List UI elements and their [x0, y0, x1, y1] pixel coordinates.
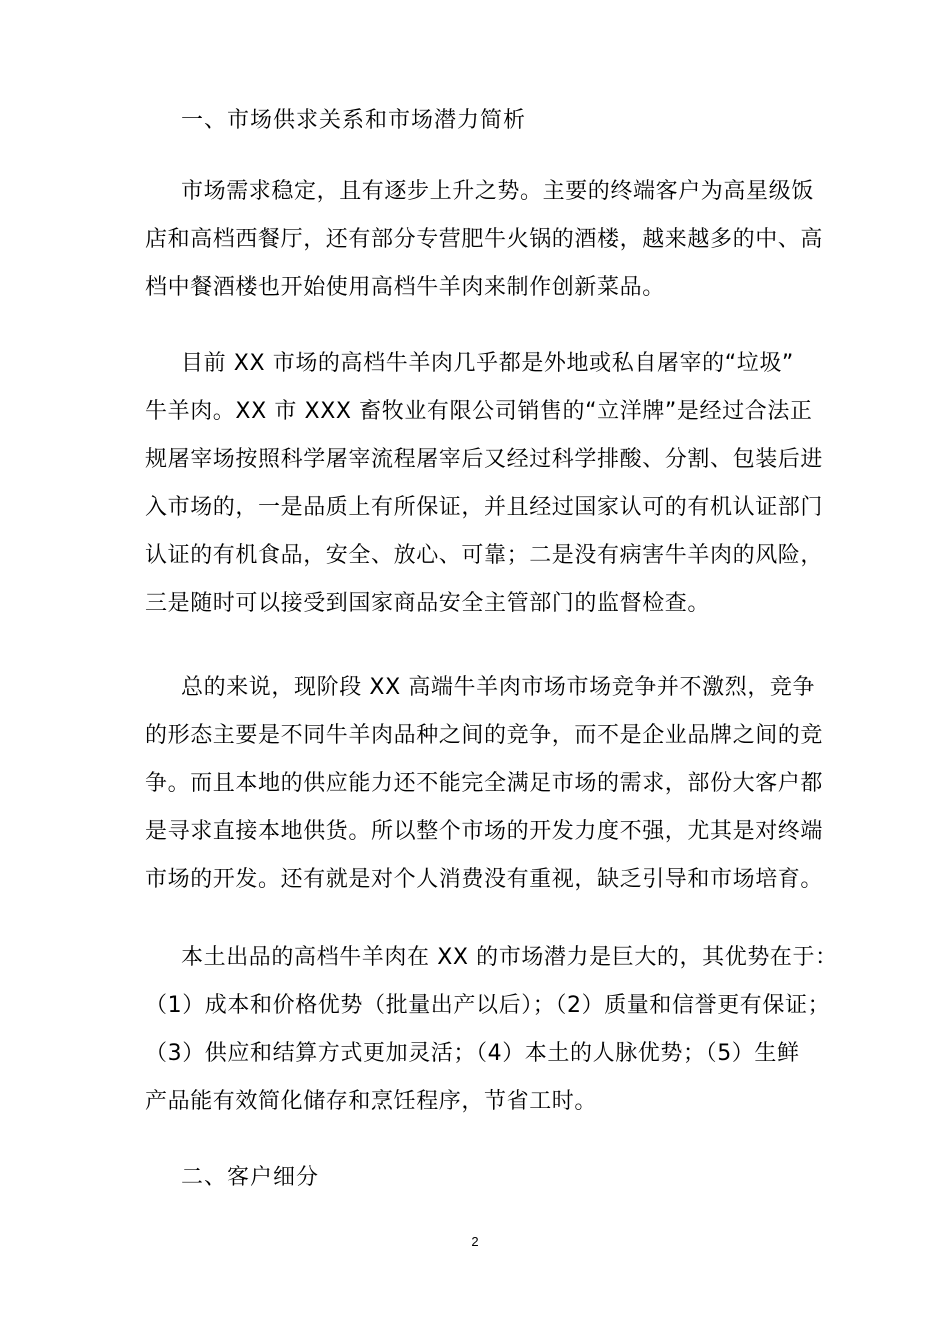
section-heading-2: 二、客户细分 — [181, 1165, 320, 1190]
paragraph-line: 规屠宰场按照科学屠宰流程屠宰后又经过科学排酸、分割、包装后进 — [145, 447, 824, 472]
section-heading-1: 一、市场供求关系和市场潜力简析 — [181, 108, 527, 133]
paragraph-line: 的形态主要是不同牛羊肉品种之间的竞争，而不是企业品牌之间的竞 — [145, 723, 824, 748]
paragraph-line: （3）供应和结算方式更加灵活；（4）本土的人脉优势；（5）生鲜 — [145, 1041, 800, 1066]
paragraph-line: 牛羊肉。XX 市 XXX 畜牧业有限公司销售的“立洋牌”是经过合法正 — [145, 399, 813, 424]
paragraph-line: 是寻求直接本地供货。所以整个市场的开发力度不强，尤其是对终端 — [145, 819, 824, 844]
paragraph-line: 争。而且本地的供应能力还不能完全满足市场的需求，部份大客户都 — [145, 771, 824, 796]
paragraph-demand — [145, 168, 824, 312]
paragraph-line: 认证的有机食品，安全、放心、可靠；二是没有病害牛羊肉的风险， — [145, 543, 824, 568]
paragraph-line: 档中餐酒楼也开始使用高档牛羊肉来制作创新菜品。 — [145, 275, 665, 300]
paragraph-line: 店和高档西餐厅，还有部分专营肥牛火锅的酒楼，越来越多的中、高 — [145, 227, 824, 252]
paragraph-current-market — [145, 340, 824, 628]
paragraph-potential — [145, 934, 838, 1126]
paragraph-line: 本土出品的高档牛羊肉在 XX 的市场潜力是巨大的，其优势在于： — [181, 945, 838, 970]
paragraph-line: 目前 XX 市场的高档牛羊肉几乎都是外地或私自屠宰的“垃圾” — [181, 351, 794, 376]
page-number: 2 — [471, 1234, 479, 1249]
paragraph-line: 产品能有效简化储存和烹饪程序，节省工时。 — [145, 1089, 598, 1114]
paragraph-line: 市场的开发。还有就是对个人消费没有重视，缺乏引导和市场培育。 — [145, 867, 824, 892]
paragraph-line: 市场需求稳定，且有逐步上升之势。主要的终端客户为高星级饭 — [181, 179, 814, 204]
paragraph-line: 入市场的，一是品质上有所保证，并且经过国家认可的有机认证部门 — [145, 495, 824, 520]
paragraph-line: （1）成本和价格优势（批量出产以后）；（2）质量和信誉更有保证； — [145, 993, 831, 1018]
paragraph-competition — [145, 664, 824, 904]
paragraph-line: 总的来说，现阶段 XX 高端牛羊肉市场市场竞争并不激烈，竞争 — [181, 675, 816, 700]
paragraph-line: 三是随时可以接受到国家商品安全主管部门的监督检查。 — [145, 591, 711, 616]
